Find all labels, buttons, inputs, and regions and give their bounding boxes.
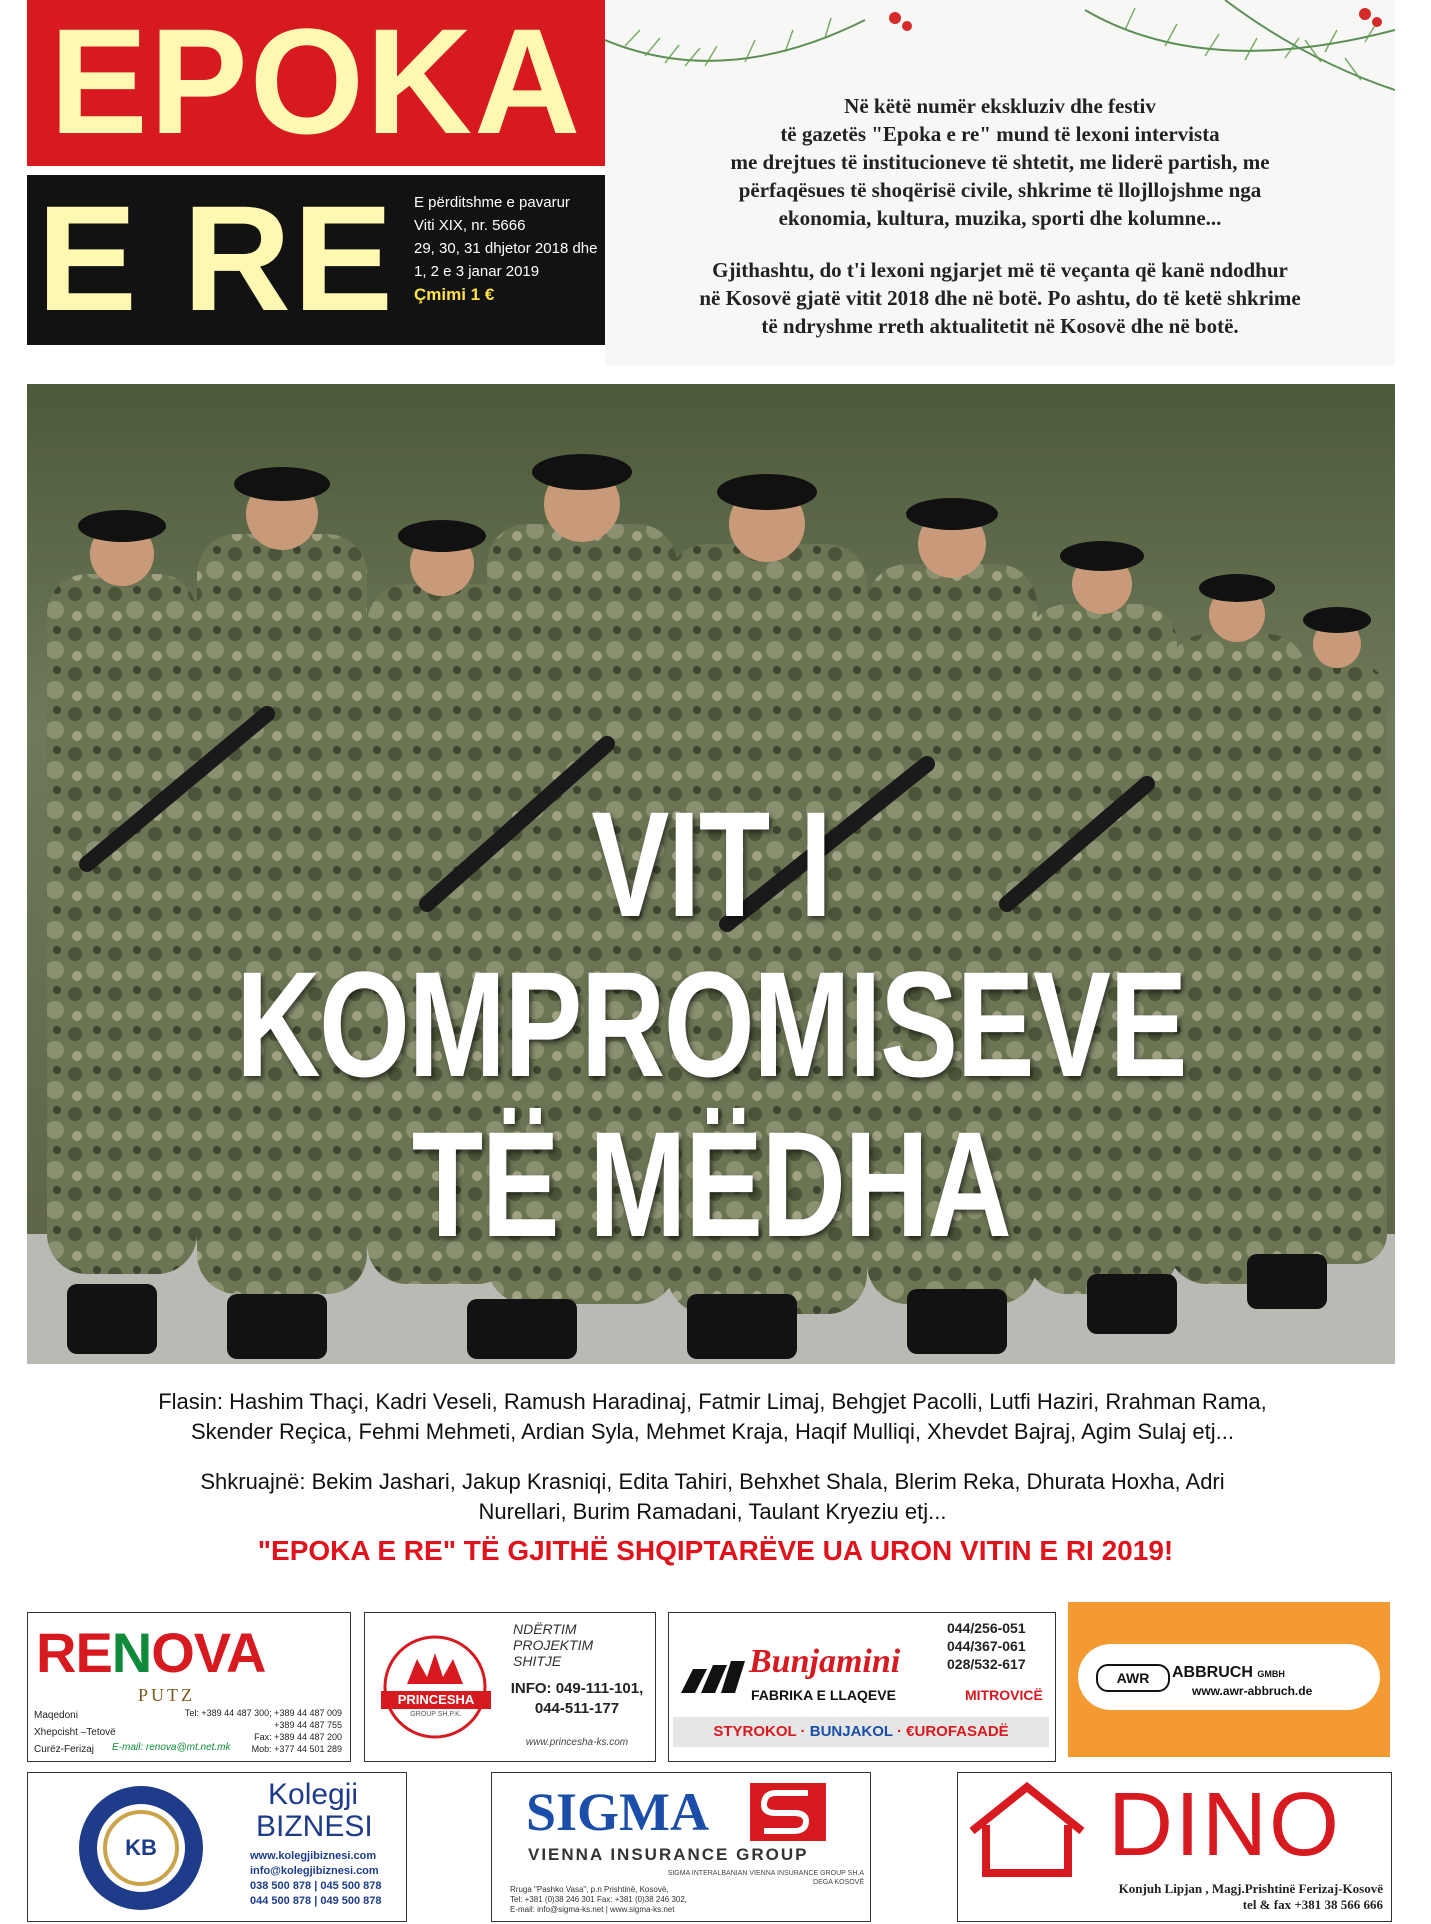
renova-putz: PUTZ: [138, 1685, 195, 1705]
ad-princesha[interactable]: PRINCESHA GROUP SH.P.K. NDËRTIM PROJEKTIM SHITJE INFO: 049-111-101, 044-511-177 www.princesha-ks.com: [364, 1612, 656, 1762]
hero-photo: [27, 384, 1395, 1364]
house-logo-icon: [964, 1781, 1090, 1877]
masthead-bottom: [27, 175, 605, 345]
ad-dino[interactable]: DINO Konjuh Lipjan , Magj.Prishtinë Ferizaj-Kosovë tel & fax +381 38 566 666: [957, 1772, 1392, 1922]
issue-info: [414, 191, 604, 306]
stripes-logo-icon: [677, 1657, 747, 1697]
renova-email[interactable]: E-mail: renova@mt.net.mk: [112, 1742, 231, 1753]
awr-logo-icon: AWR: [1096, 1664, 1170, 1692]
issue-price: Çmimi 1 €: [414, 285, 495, 304]
headline-line-2: TË MËDHA: [411, 1100, 1011, 1268]
ad-kolegji-biznesi[interactable]: KB Kolegji BIZNESI www.kolegjibiznesi.com info@kolegjibiznesi.com 038 500 878 | 045 500 878 044 500 878 | 049 500 878: [27, 1772, 407, 1922]
masthead-top: [27, 0, 605, 166]
writers-list: Shkruajnë: Bekim Jashari, Jakup Krasniqi, Edita Tahiri, Behxhet Shala, Blerim Reka, Dhurata Hoxha, Adri Nurellari, Burim Ramadani, Taulant Kryeziu etj...: [200, 1469, 1225, 1524]
ad-renova[interactable]: RENOVA PUTZ Maqedoni Xhepcisht –Tetovë Curёz-Ferizaj Tel: +389 44 487 300; +389 44 487 009 +389 44 487 755 Fax: +389 44 487 200 Mob: +377 44 501 289 E-mail: renova@mt.net.mk: [27, 1612, 351, 1762]
intro-paragraph-1: Në këtë numër ekskluziv dhe festiv të gazetës "Epoka e re" mund të lexoni intervista me drejtues të institucioneve të shtetit, me liderë partish, me përfaqësues të shoqërisë civile, shkrime të llojllojshme nga ekonomia, kultura, muzika, sporti dhe kolumne...: [730, 94, 1270, 230]
sigma-logo-icon: [750, 1783, 826, 1841]
ad-sigma[interactable]: SIGMA VIENNA INSURANCE GROUP SIGMA INTERALBANIAN VIENNA INSURANCE GROUP SH.A DEGA KOSOVË Rruga "Pashko Vasa", p.n Prishtinë, Kosovë, Tel: +381 (0)38 246 301 Fax: +381 (0)38 246 302, E-mail: info@sigma-ks.net | www.sigma-ks.net: [491, 1772, 871, 1922]
berry-icon: [889, 12, 901, 24]
issue-dates: 29, 30, 31 dhjetor 2018 dhe: [414, 240, 598, 257]
masthead-title: EPOKA: [49, 0, 583, 165]
crown-logo-icon: [377, 1629, 495, 1739]
issue-tagline: E përditshme e pavarur: [414, 194, 570, 211]
speakers-list: Flasin: Hashim Thaçi, Kadri Veseli, Ramush Haradinaj, Fatmir Limaj, Behgjet Pacolli, Lutfi Haziri, Rrahman Rama, Skender Reçica, Fehmi Mehmeti, Ardian Syla, Mehmet Kraja, Haqif Mulliqi, Xhevdet Bajraj, Agim Sulaj etj...: [158, 1389, 1267, 1444]
headline-line-1: VIT I KOMPROMISEVE: [236, 780, 1186, 1108]
issue-dates-2: 1, 2 e 3 janar 2019: [414, 263, 540, 280]
ad-awr-abbruch[interactable]: AWR ABBRUCH GMBH www.awr-abbruch.de: [1068, 1602, 1390, 1757]
masthead-subtitle: E RE: [37, 175, 396, 342]
issue-number: Viti XIX, nr. 5666: [414, 217, 526, 234]
new-year-slogan: "EPOKA E RE" TË GJITHË SHQIPTARËVE UA URON VITIN E RI 2019!: [257, 1535, 1174, 1566]
festive-intro: [605, 0, 1395, 365]
ad-bunjamini[interactable]: 044/256-051 044/367-061 028/532-617 Bunjamini FABRIKA E LLAQEVE MITROVICË STYROKOL · BUNJAKOL · €UROFASADË: [668, 1612, 1056, 1762]
headline: [177, 780, 1244, 1268]
intro-paragraph-2: Gjithashtu, do t'i lexoni ngjarjet më të veçanta që kanë ndodhur në Kosovë gjatë vitit 2018 dhe në botë. Po ashtu, do të ketë shkrime të ndryshme rreth aktualitetit në Kosovë dhe në botë.: [699, 258, 1301, 338]
